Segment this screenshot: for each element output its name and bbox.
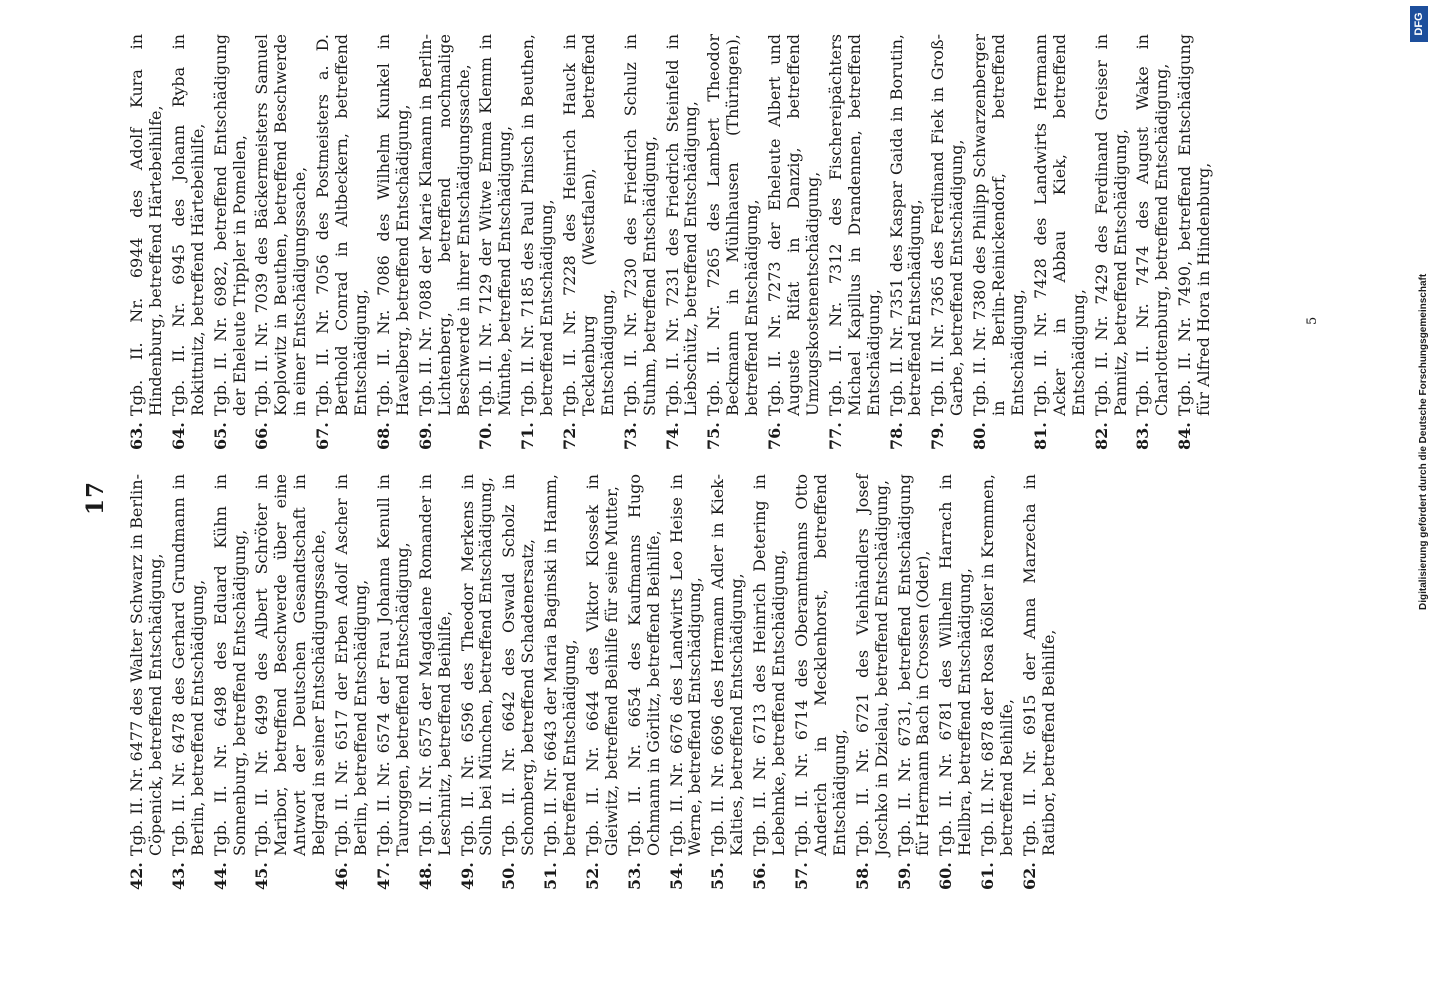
list-entry <box>622 34 660 450</box>
entry-text: Tgb. II. Nr. 6676 des Landwirts Leo Heise in Werne, betreffend Entschädigung, <box>666 474 705 856</box>
entry-number: 67. <box>313 422 333 450</box>
list-entry <box>1021 474 1059 890</box>
dfg-logo: DFG <box>1410 6 1428 42</box>
entry-text: Tgb. II. Nr. 7312 des Fischereipächters Michael Kapillus in Drandennen, betreffend Entschädigung, <box>825 34 883 416</box>
list-entry <box>793 474 850 890</box>
entry-text: Tgb. II. Nr. 7230 des Friedrich Schulz in Stuhm, betreffend Entschädigung, <box>620 34 659 416</box>
list-entry <box>827 34 884 450</box>
entry-text: Tgb. II. Nr. 7056 des Postmeisters a. D. Berthold Conrad in Altbeckern, betreffend Entschädigung, <box>313 34 370 416</box>
entry-number: 79. <box>928 422 948 450</box>
footer-mark: 5 <box>1305 316 1320 325</box>
entry-text: Tgb. II. Nr. 6714 des Oberamtmanns Otto Anderich in Mecklenhorst, betreffend Entschädigung, <box>792 474 849 856</box>
list-entry <box>888 34 926 450</box>
entry-number: 83. <box>1133 422 1153 450</box>
list-entry <box>253 474 329 890</box>
entry-text: Tgb. II. Nr. 6982, betreffend Entschädigung der Eheleute Trippler in Pomellen, <box>210 34 249 416</box>
list-entry <box>766 34 823 450</box>
list-entry <box>971 34 1028 450</box>
entry-text: Tgb. II. Nr. 6644 des Viktor Klossek in Gleiwitz, betreffend Beihilfe für seine Mutter, <box>582 474 621 856</box>
entry-text: Tgb. II. Nr. 7273 der Eheleute Albert und Auguste Rifat in Danzig, betreffend Umzugskostenentschädigung, <box>765 34 822 416</box>
entry-text: Tgb. II. Nr. 7088 der Marie Klamann in Berlin-Lichtenberg, betreffend nochmalige Beschwerde in ihrer Entschädigungssache, <box>415 34 473 416</box>
entry-number: 47. <box>373 862 393 890</box>
entry-number: 75. <box>704 422 724 450</box>
list-entry <box>561 34 618 450</box>
entry-number: 48. <box>415 862 435 890</box>
list-entry <box>477 34 515 450</box>
entry-text: Tgb. II. Nr. 7351 des Kaspar Gaida in Borutin, betreffend Entschädigung, <box>886 34 925 416</box>
right-column <box>128 34 1218 450</box>
entry-text: Tgb. II. Nr. 6915 der Anna Marzecha in Ratibor, betreffend Beihilfe, <box>1019 474 1058 856</box>
list-entry <box>1032 34 1089 450</box>
entry-text: Tgb. II. Nr. 6878 der Rosa Rößler in Kremmen, betreffend Beihilfe, <box>978 474 1017 856</box>
entry-number: 49. <box>457 862 477 890</box>
entry-text: Tgb. II. Nr. 7231 des Friedrich Steinfeld in Liebschütz, betreffend Entschädigung, <box>662 34 701 416</box>
list-entry <box>170 474 208 890</box>
entry-text: Tgb. II. Nr. 6654 des Kaufmanns Hugo Ochmann in Görlitz, betreffend Beihilfe, <box>624 474 663 856</box>
entry-number: 44. <box>210 862 230 890</box>
entry-text: Tgb. II. Nr. 7365 des Ferdinand Fiek in Groß-Garbe, betreffend Entschädigung, <box>928 34 967 416</box>
entry-text: Tgb. II. Nr. 6731, betreffend Entschädigung für Hermann Bach in Crossen (Oder), <box>894 474 933 856</box>
entry-text: Tgb. II. Nr. 6643 der Maria Baginski in Hamm, betreffend Entschädigung, <box>541 474 580 856</box>
entry-number: 63. <box>127 422 146 450</box>
entry-text: Tgb. II. Nr. 6499 des Albert Schröter in Maribor, betreffend Beschwerde über eine Antwort der Deutschen Gesandtschaft in Belgrad in seiner Entschädigungssache, <box>252 474 329 856</box>
entry-number: 82. <box>1091 422 1111 450</box>
list-entry <box>519 34 557 450</box>
entry-text: Tgb. II. Nr. 7185 des Paul Pinisch in Beuthen, betreffend Entschädigung, <box>518 34 557 416</box>
list-entry <box>542 474 580 890</box>
entry-text: Tgb. II. Nr. 6781 des Wilhelm Harrach in Hellbra, betreffend Entschädigung, <box>936 474 975 856</box>
list-entry <box>417 474 455 890</box>
list-entry <box>128 474 166 890</box>
entry-number: 56. <box>750 862 770 890</box>
list-entry <box>664 34 702 450</box>
entry-text: Tgb. II. Nr. 6478 des Gerhard Grundmann in Berlin, betreffend Entschädigung, <box>168 474 207 856</box>
list-entry <box>314 34 371 450</box>
entry-number: 53. <box>624 862 644 890</box>
list-entry <box>170 34 208 450</box>
list-entry <box>1134 34 1172 450</box>
entry-text: Tgb. II. Nr. 6517 der Erben Adolf Ascher in Berlin, betreffend Entschädigung, <box>332 474 370 856</box>
entry-text: Tgb. II. Nr. 7429 des Ferdinand Greiser in Pannitz, betreffend Entschädigung, <box>1091 34 1130 416</box>
entry-number: 51. <box>541 862 561 890</box>
entry-text: Tgb. II. Nr. 7265 des Lambert Theodor Beckmann in Mühlhausen (Thüringen), betreffend Entschädigung, <box>704 34 762 416</box>
entry-text: Tgb. II. Nr. 6721 des Viehhändlers Josef Joschko in Dzielau, betreffend Entschädigung, <box>852 474 891 856</box>
entry-number: 43. <box>168 862 188 890</box>
list-entry <box>751 474 789 890</box>
entry-text: Tgb. II. Nr. 6696 des Hermann Adler in Kiek-Kalties, betreffend Entschädigung, <box>708 474 747 856</box>
digitization-credit: Digitalisierung gefördert durch die Deutsche Forschungsgemeinschaft <box>1418 273 1429 610</box>
entry-number: 84. <box>1175 422 1195 450</box>
entry-number: 64. <box>168 422 188 450</box>
list-entry <box>417 34 474 450</box>
entry-number: 66. <box>252 422 272 450</box>
entry-number: 77. <box>825 422 845 450</box>
entry-text: Tgb. II. Nr. 6944 des Adolf Kura in Hindenburg, betreffend Härtebeihilfe, <box>127 34 165 416</box>
entry-number: 74. <box>662 422 682 450</box>
entry-text: Tgb. II. Nr. 7428 des Landwirts Hermann Acker in Abbau Kiek, betreffend Entschädigung, <box>1030 34 1088 416</box>
entry-number: 81. <box>1030 422 1050 450</box>
entry-text: Tgb. II. Nr. 6498 des Eduard Kühn in Sonnenburg, betreffend Entschädigung, <box>210 474 249 856</box>
list-entry <box>854 474 892 890</box>
page-number: 17 <box>82 480 109 515</box>
list-entry <box>929 34 967 450</box>
list-entry <box>937 474 975 890</box>
list-entry <box>668 474 706 890</box>
list-entry <box>584 474 622 890</box>
list-entry <box>333 474 371 890</box>
entry-number: 58. <box>852 862 872 890</box>
entry-number: 59. <box>894 862 914 890</box>
list-entry <box>128 34 166 450</box>
entry-number: 68. <box>373 422 393 450</box>
entry-number: 46. <box>332 862 352 890</box>
entry-text: Tgb. II. Nr. 6642 des Oswald Scholz in Schomberg, betreffend Schadenersatz, <box>499 474 538 856</box>
entry-text: Tgb. II. Nr. 7228 des Heinrich Hauck in Tecklenburg (Westfalen), betreffend Entschädigung, <box>560 34 617 416</box>
list-entry <box>896 474 934 890</box>
entry-text: Tgb. II. Nr. 7490, betreffend Entschädigung für Alfred Hora in Hindenburg, <box>1175 34 1214 416</box>
entry-number: 42. <box>127 862 146 890</box>
entry-text: Tgb. II. Nr. 6574 der Frau Johanna Kenull in Tauroggen, betreffend Entschädigung, <box>373 474 412 856</box>
entry-text: Tgb. II. Nr. 7129 der Witwe Emma Klemm in Münthe, betreffend Entschädigung, <box>476 34 515 416</box>
entry-number: 57. <box>792 862 811 890</box>
entry-text: Tgb. II. Nr. 6575 der Magdalene Romander in Leschnitz, betreffend Beihilfe, <box>415 474 454 856</box>
entry-number: 52. <box>582 862 602 890</box>
list-entry <box>375 474 413 890</box>
list-entry <box>253 34 310 450</box>
entry-number: 71. <box>518 422 538 450</box>
list-entry <box>626 474 664 890</box>
entry-text: Tgb. II. Nr. 6477 des Walter Schwarz in Berlin-Cöpenick, betreffend Entschädigung, <box>127 474 165 856</box>
entry-number: 45. <box>252 862 272 890</box>
list-entry <box>459 474 497 890</box>
left-column <box>128 474 1063 890</box>
list-entry <box>705 34 762 450</box>
entry-number: 78. <box>886 422 906 450</box>
list-entry <box>375 34 413 450</box>
list-entry <box>212 474 250 890</box>
list-entry <box>1093 34 1131 450</box>
entry-text: Tgb. II. Nr. 7086 des Wilhelm Kunkel in Havelberg, betreffend Entschädigung, <box>373 34 412 416</box>
entry-text: Tgb. II. Nr. 6596 des Theodor Merkens in Solln bei München, betreffend Entschädigung, <box>457 474 496 856</box>
entry-text: Tgb. II. Nr. 7039 des Bäckermeisters Samuel Koplowitz in Beuthen, betreffend Beschwerde in einer Entschädigungssache, <box>252 34 310 416</box>
entry-text: Tgb. II. Nr. 6713 des Heinrich Detering in Lebehnke, betreffend Entschädigung, <box>750 474 789 856</box>
entry-number: 50. <box>499 862 519 890</box>
entry-number: 73. <box>620 422 640 450</box>
entry-number: 70. <box>476 422 496 450</box>
list-entry <box>979 474 1017 890</box>
entry-number: 69. <box>415 422 435 450</box>
entry-text: Tgb. II. Nr. 7474 des August Wake in Charlottenburg, betreffend Entschädigung, <box>1133 34 1172 416</box>
entry-number: 61. <box>978 862 998 890</box>
entry-number: 55. <box>708 862 728 890</box>
entry-number: 60. <box>936 862 956 890</box>
entry-text: Tgb. II. Nr. 6945 des Johann Ryba in Rokittnitz, betreffend Härtebeihilfe, <box>168 34 207 416</box>
entry-text: Tgb. II. Nr. 7380 des Philipp Schwarzenberger in Berlin-Reinickendorf, betreffend Entschädigung, <box>970 34 1027 416</box>
list-entry <box>500 474 538 890</box>
entry-number: 54. <box>666 862 686 890</box>
entry-number: 62. <box>1019 862 1039 890</box>
entry-number: 72. <box>560 422 580 450</box>
entry-number: 65. <box>210 422 230 450</box>
list-entry <box>212 34 250 450</box>
list-entry <box>1176 34 1214 450</box>
list-entry <box>709 474 747 890</box>
entry-number: 80. <box>970 422 990 450</box>
entry-number: 76. <box>765 422 785 450</box>
